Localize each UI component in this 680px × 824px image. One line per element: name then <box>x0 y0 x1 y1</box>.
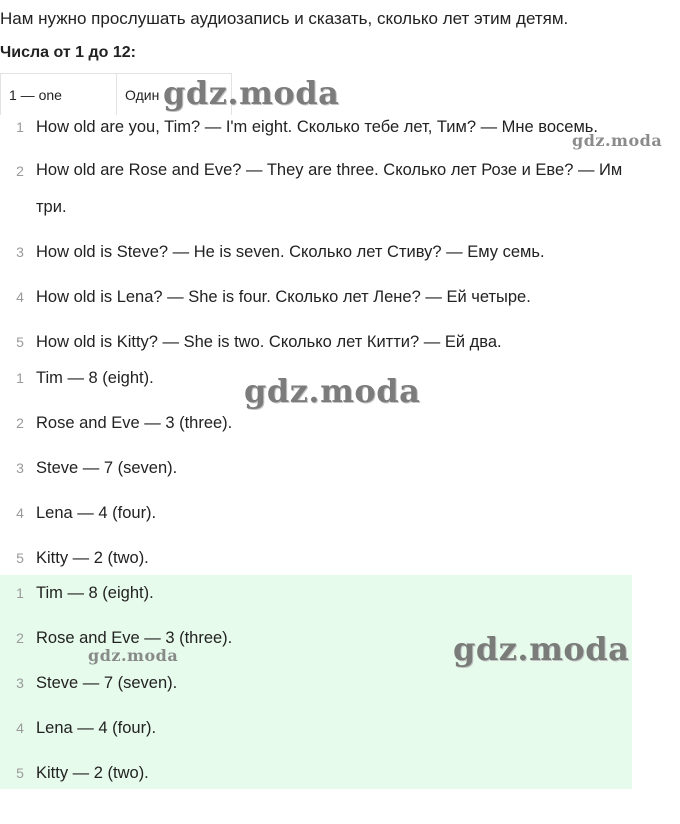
line-text: How old is Kitty? — She is two. Сколько лет Китти? — Ей два. <box>36 333 502 351</box>
line-number: 5 <box>16 550 24 566</box>
list-item <box>0 159 632 216</box>
line-number: 4 <box>16 289 24 305</box>
list-item <box>0 411 632 435</box>
list-item <box>0 761 632 785</box>
line-number: 3 <box>16 244 24 260</box>
line-number: 3 <box>16 675 24 691</box>
line-text: Rose and Eve — 3 (three). <box>36 414 233 432</box>
line-text: How old is Steve? — He is seven. Сколько лет Стиву? — Ему семь. <box>36 243 545 261</box>
line-number: 1 <box>16 119 24 135</box>
list-item <box>0 240 632 264</box>
line-number: 2 <box>16 415 24 431</box>
line-text: How old is Lena? — She is four. Сколько лет Лене? — Ей четыре. <box>36 288 531 306</box>
list-item <box>0 716 632 740</box>
list-item <box>0 671 632 695</box>
numbers-heading: Числа от 1 до 12: <box>0 44 136 61</box>
line-number: 4 <box>16 720 24 736</box>
line-number: 4 <box>16 505 24 521</box>
watermark: gdz.moda <box>163 74 340 112</box>
line-text: Steve — 7 (seven). <box>36 459 178 477</box>
list-item <box>0 115 632 139</box>
line-number: 1 <box>16 370 24 386</box>
line-text: Lena — 4 (four). <box>36 504 157 522</box>
line-text: Tim — 8 (eight). <box>36 584 154 602</box>
line-text: Steve — 7 (seven). <box>36 674 178 692</box>
watermark: gdz.moda <box>453 630 630 668</box>
watermark: gdz.moda <box>88 646 179 665</box>
line-text: How old are Rose and Eve? — They are three. Сколько лет Розе и Еве? — Им три. <box>36 161 623 216</box>
list-item <box>0 581 632 605</box>
line-number: 3 <box>16 460 24 476</box>
line-text: Tim — 8 (eight). <box>36 369 154 387</box>
line-text: How old are you, Tim? — I'm eight. Сколько тебе лет, Тим? — Мне восемь. <box>36 118 598 136</box>
list-item <box>0 501 632 525</box>
line-number: 2 <box>16 163 24 179</box>
line-text: Lena — 4 (four). <box>36 719 157 737</box>
list-item <box>0 285 632 309</box>
numbers-table-russian: Один <box>125 86 160 103</box>
list-item <box>0 330 632 354</box>
highlighted-answers-block <box>0 575 632 789</box>
intro-text: Нам нужно прослушать аудиозапись и сказать, сколько лет этим детям. <box>0 9 569 28</box>
line-number: 5 <box>16 334 24 350</box>
line-number: 1 <box>16 585 24 601</box>
numbers-table-english: 1 — one <box>1 74 117 115</box>
list-item <box>0 546 632 570</box>
line-number: 5 <box>16 765 24 781</box>
dialogue-block <box>0 113 632 358</box>
watermark: gdz.moda <box>244 372 421 410</box>
watermark: gdz.moda <box>572 131 663 150</box>
line-text: Rose and Eve — 3 (three). <box>36 629 233 647</box>
list-item <box>0 456 632 480</box>
line-text: Kitty — 2 (two). <box>36 764 149 782</box>
line-number: 2 <box>16 630 24 646</box>
line-text: Kitty — 2 (two). <box>36 549 149 567</box>
